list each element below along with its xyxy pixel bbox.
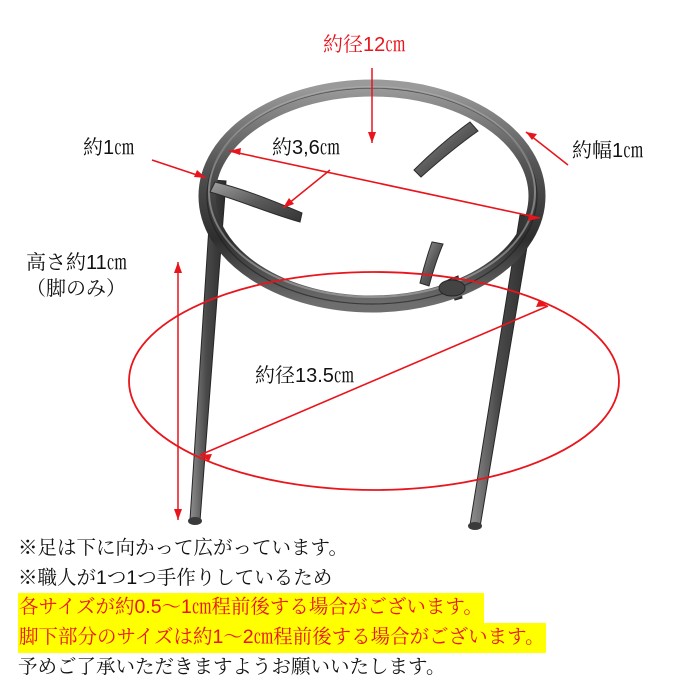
label-ring-thickness: 約1㎝ xyxy=(83,137,135,159)
label-height-sub: （脚のみ） xyxy=(26,278,126,300)
label-leg-spread-diameter: 約径13.5㎝ xyxy=(255,365,354,387)
trivet-legs xyxy=(190,180,532,527)
label-ring-diameter: 約径12㎝ xyxy=(323,34,406,56)
note-line-3: 各サイズが約0.5～1㎝程前後する場合がございます。 xyxy=(18,593,484,623)
label-band-width: 約幅1㎝ xyxy=(572,140,644,162)
note-line-2: ※職人が1つ1つ手作りしているため xyxy=(18,566,333,589)
notes-block xyxy=(18,534,682,682)
trivet-feet xyxy=(188,517,482,530)
note-line-5: 予めご了承いただきますようお願いいたします。 xyxy=(18,655,446,678)
label-height xyxy=(26,250,127,302)
label-height-main: 高さ約11㎝ xyxy=(26,252,127,274)
note-line-4: 脚下部分のサイズは約1～2㎝程前後する場合がございます。 xyxy=(18,623,546,653)
label-tab-length: 約3,6㎝ xyxy=(272,137,340,159)
note-line-1: ※足は下に向かって広がっています。 xyxy=(18,537,348,559)
